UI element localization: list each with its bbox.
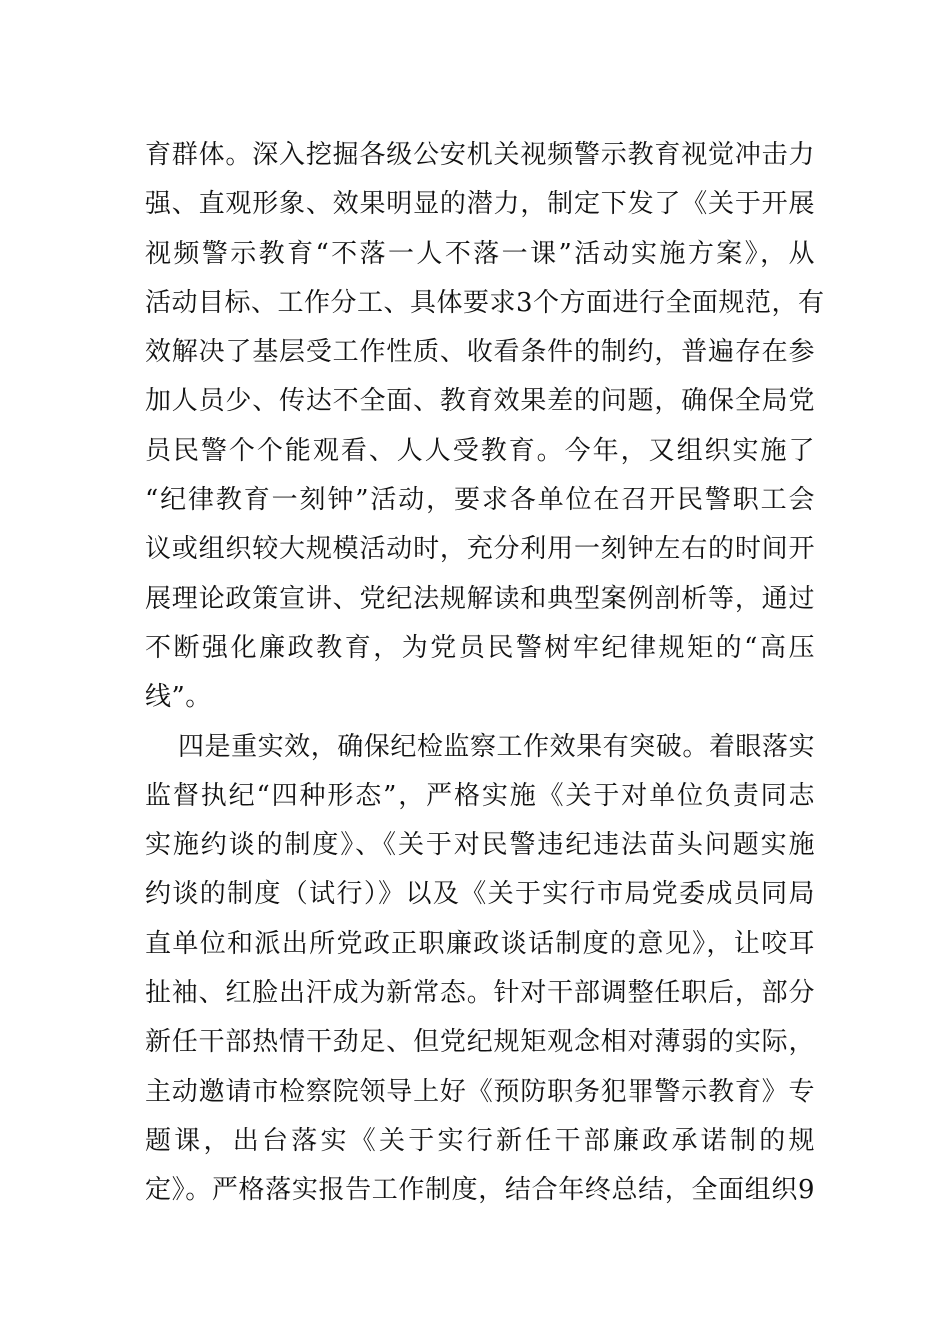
text-line: 实施约谈的制度》、《关于对民警违纪违法苗头问题实施 bbox=[145, 830, 815, 861]
text-line: 效解决了基层受工作性质、收看条件的制约，普遍存在参 bbox=[145, 337, 815, 368]
text-line: 活动目标、工作分工、具体要求3个方面进行全面规范，有 bbox=[145, 287, 825, 318]
text-line: 不断强化廉政教育，为党员民警树牢纪律规矩的“高压 bbox=[145, 632, 815, 663]
text-line: 强、直观形象、效果明显的潜力，制定下发了《关于开展 bbox=[145, 189, 815, 220]
text-line: 议或组织较大规模活动时，充分利用一刻钟左右的时间开 bbox=[145, 534, 815, 565]
text-line: 线”。 bbox=[145, 682, 212, 713]
text-line: 约谈的制度（试行）》以及《关于实行市局党委成员同局 bbox=[145, 879, 815, 910]
text-line: 展理论政策宣讲、党纪法规解读和典型案例剖析等，通过 bbox=[145, 583, 815, 614]
text-line: 监督执纪“四种形态”，严格实施《关于对单位负责同志 bbox=[145, 780, 815, 811]
text-line: 定》。严格落实报告工作制度，结合年终总结，全面组织9 bbox=[145, 1175, 815, 1206]
paragraph-start-line: 四是重实效，确保纪检监察工作效果有突破。着眼落实 bbox=[178, 731, 815, 762]
text-line: 加人员少、传达不全面、教育效果差的问题，确保全局党 bbox=[145, 386, 815, 417]
text-line: “纪律教育一刻钟”活动，要求各单位在召开民警职工会 bbox=[145, 485, 815, 516]
text-line: 扯袖、红脸出汗成为新常态。针对干部调整任职后，部分 bbox=[145, 978, 815, 1009]
text-line: 新任干部热情干劲足、但党纪规矩观念相对薄弱的实际， bbox=[145, 1027, 815, 1058]
body-text bbox=[145, 131, 825, 1216]
text-line: 题课，出台落实《关于实行新任干部廉政承诺制的规 bbox=[145, 1125, 815, 1156]
text-line: 视频警示教育“不落一人不落一课”活动实施方案》，从 bbox=[145, 238, 815, 269]
text-line: 员民警个个能观看、人人受教育。今年，又组织实施了 bbox=[145, 435, 815, 466]
text-line: 育群体。深入挖掘各级公安机关视频警示教育视觉冲击力 bbox=[145, 140, 815, 170]
text-line: 主动邀请市检察院领导上好《预防职务犯罪警示教育》专 bbox=[145, 1076, 815, 1107]
text-line: 直单位和派出所党政正职廉政谈话制度的意见》，让咬耳 bbox=[145, 928, 815, 959]
